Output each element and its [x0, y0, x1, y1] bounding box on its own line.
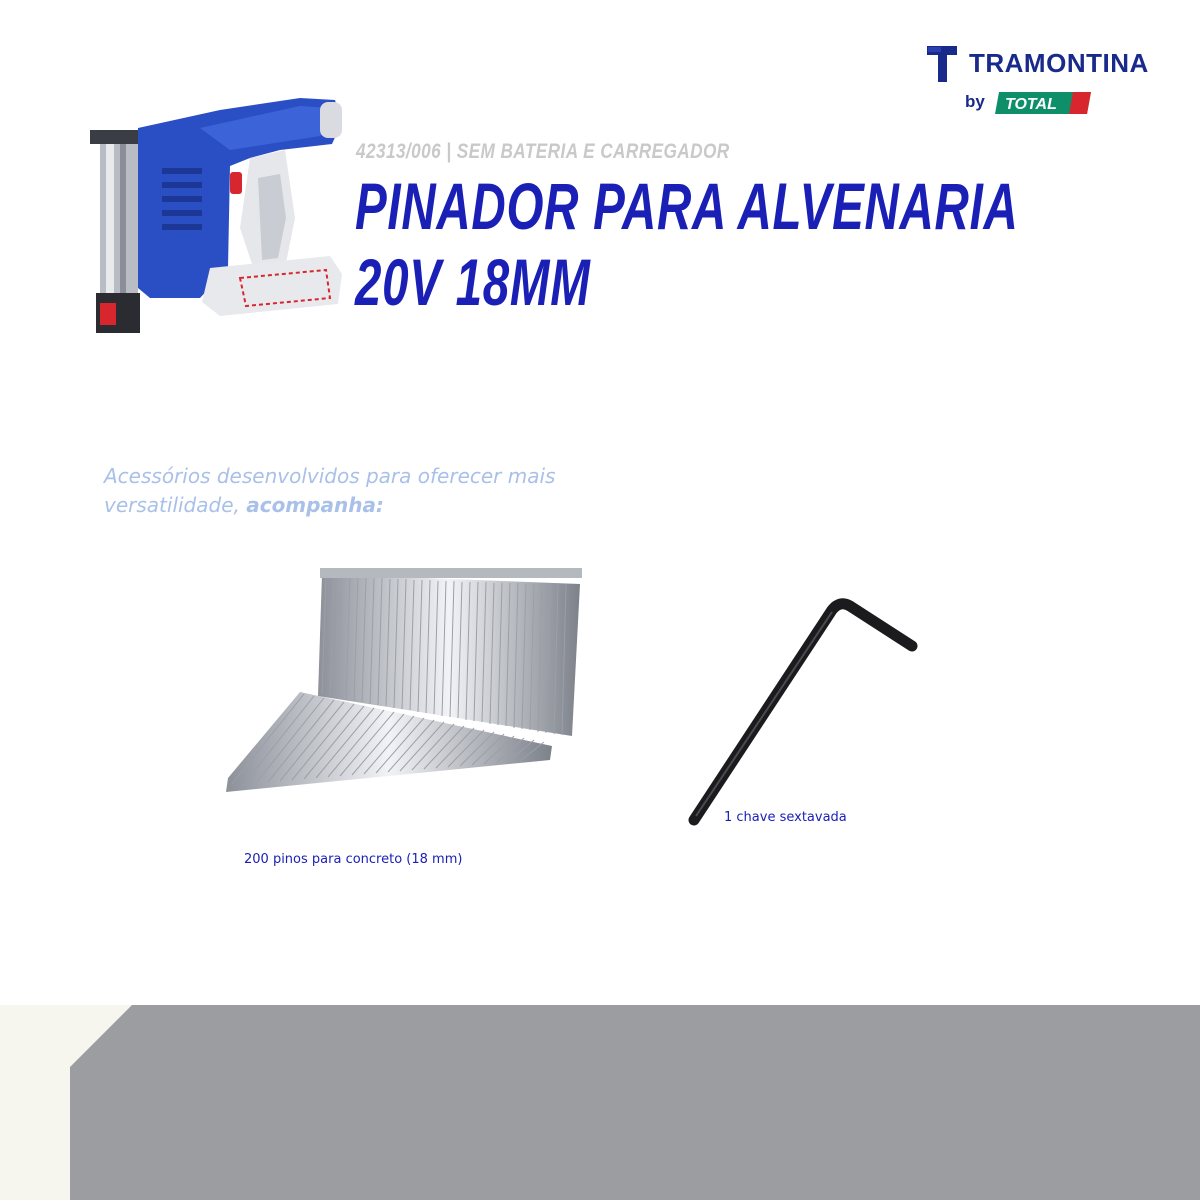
- bottom-decor-band: [0, 1005, 1200, 1200]
- product-title-line1: PINADOR PARA ALVENARIA: [355, 169, 1019, 243]
- accessories-intro-text: Acessórios desenvolvidos para oferecer mais versatilidade,: [104, 464, 556, 517]
- total-logo: [995, 90, 1091, 116]
- nailer-product-image: [80, 88, 350, 348]
- brand-by: by: [965, 92, 985, 111]
- hex-key-image: [680, 598, 925, 830]
- pins-caption: 200 pinos para concreto (18 mm): [244, 852, 463, 867]
- total-logo-text: TOTAL: [1005, 96, 1057, 113]
- product-title-line2: 20V 18MM: [355, 245, 591, 319]
- brand-name: TRAMONTINA: [969, 48, 1149, 78]
- tramontina-t-icon: [925, 44, 959, 84]
- accessories-intro: [104, 462, 624, 520]
- product-sku-line: 42313/006 | SEM BATERIA E CARREGADOR: [356, 140, 730, 163]
- accessories-intro-bold: acompanha:: [246, 493, 384, 517]
- product-title: [355, 168, 1019, 320]
- brand-logo: [925, 40, 1155, 120]
- hex-key-caption: 1 chave sextavada: [724, 810, 847, 825]
- concrete-pins-image: [222, 560, 582, 810]
